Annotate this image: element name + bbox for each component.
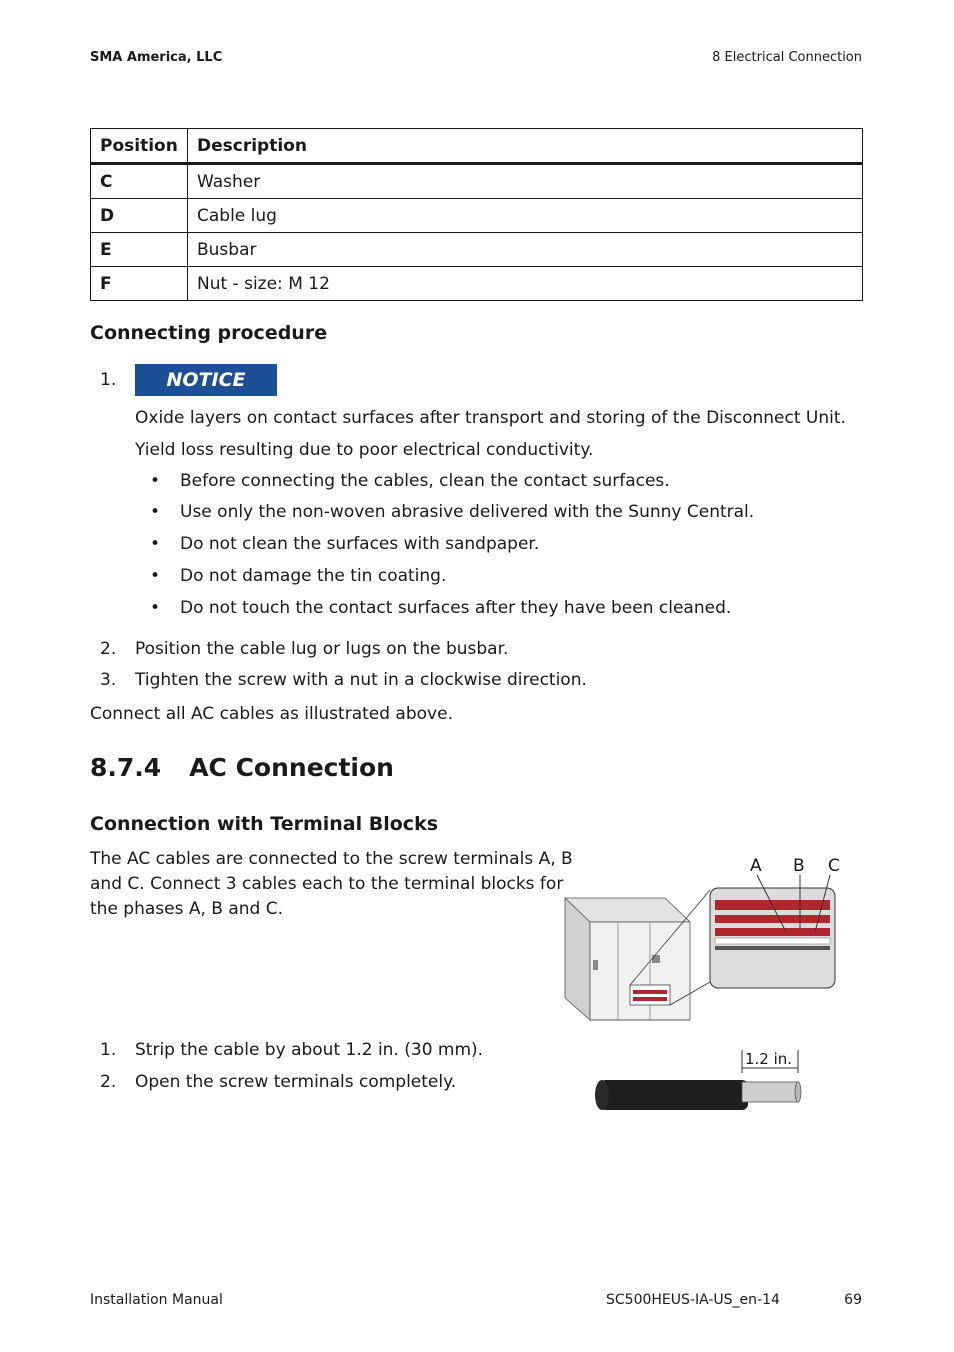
step-number: 1. [100, 370, 117, 390]
section-heading [90, 753, 394, 782]
position-cell: C [91, 164, 188, 199]
footer-doc-id: SC500HEUS-IA-US_en-14 [606, 1292, 780, 1308]
terminal-blocks-heading: Connection with Terminal Blocks [90, 813, 439, 835]
notice-text-line: Oxide layers on contact surfaces after transport and storing of the Disconnect Unit. [135, 408, 846, 428]
step-number: 2. [100, 1072, 117, 1092]
label-a: A [750, 856, 762, 876]
step-text: Tighten the screw with a nut in a clockwise direction. [135, 670, 587, 690]
closing-text: Connect all AC cables as illustrated above. [90, 704, 453, 724]
column-header-description: Description [188, 129, 863, 164]
paragraph-line: and C. Connect 3 cables each to the terminal blocks for [90, 874, 564, 894]
bullet-item: Do not clean the surfaces with sandpaper. [180, 534, 540, 554]
step-text: Strip the cable by about 1.2 in. (30 mm). [135, 1040, 484, 1060]
position-cell: F [91, 267, 188, 301]
bullet-item: Do not touch the contact surfaces after they have been cleaned. [180, 598, 732, 618]
table-header-row [91, 129, 863, 164]
table-row [91, 164, 863, 199]
table-row [91, 267, 863, 301]
footer-manual: Installation Manual [90, 1292, 223, 1308]
description-cell: Busbar [188, 233, 863, 267]
bullet-item: Use only the non-woven abrasive delivered with the Sunny Central. [180, 502, 755, 522]
paragraph-line: The AC cables are connected to the screw terminals A, B [90, 849, 573, 869]
table-row [91, 233, 863, 267]
description-cell: Cable lug [188, 199, 863, 233]
paragraph-line: the phases A, B and C. [90, 899, 284, 919]
label-b: B [793, 856, 805, 876]
description-cell: Nut - size: M 12 [188, 267, 863, 301]
bullet-marker: • [150, 534, 161, 554]
bullet-marker: • [150, 598, 161, 618]
description-cell: Washer [188, 164, 863, 199]
header-company: SMA America, LLC [90, 50, 223, 65]
position-table [90, 128, 863, 301]
table-row [91, 199, 863, 233]
connecting-procedure-heading: Connecting procedure [90, 322, 328, 344]
bullet-marker: • [150, 502, 161, 522]
step-number: 1. [100, 1040, 117, 1060]
position-cell: E [91, 233, 188, 267]
strip-length-label: 1.2 in. [745, 1050, 793, 1068]
notice-text-line: Yield loss resulting due to poor electrical conductivity. [135, 440, 594, 460]
footer-page-number: 69 [844, 1292, 862, 1308]
section-number: 8.7.4 [90, 753, 162, 782]
bullet-item: Do not damage the tin coating. [180, 566, 447, 586]
section-title: AC Connection [189, 753, 394, 782]
bullet-marker: • [150, 566, 161, 586]
notice-badge: NOTICE [135, 364, 277, 396]
cable-strip-illustration [590, 1040, 805, 1115]
step-text: Position the cable lug or lugs on the busbar. [135, 639, 509, 659]
position-cell: D [91, 199, 188, 233]
terminal-block-illustration [560, 850, 850, 1035]
header-chapter: 8 Electrical Connection [712, 50, 862, 65]
label-c: C [828, 856, 840, 876]
bullet-item: Before connecting the cables, clean the contact surfaces. [180, 471, 670, 491]
column-header-position: Position [91, 129, 188, 164]
bullet-marker: • [150, 471, 161, 491]
step-text: Open the screw terminals completely. [135, 1072, 457, 1092]
step-number: 2. [100, 639, 117, 659]
step-number: 3. [100, 670, 117, 690]
